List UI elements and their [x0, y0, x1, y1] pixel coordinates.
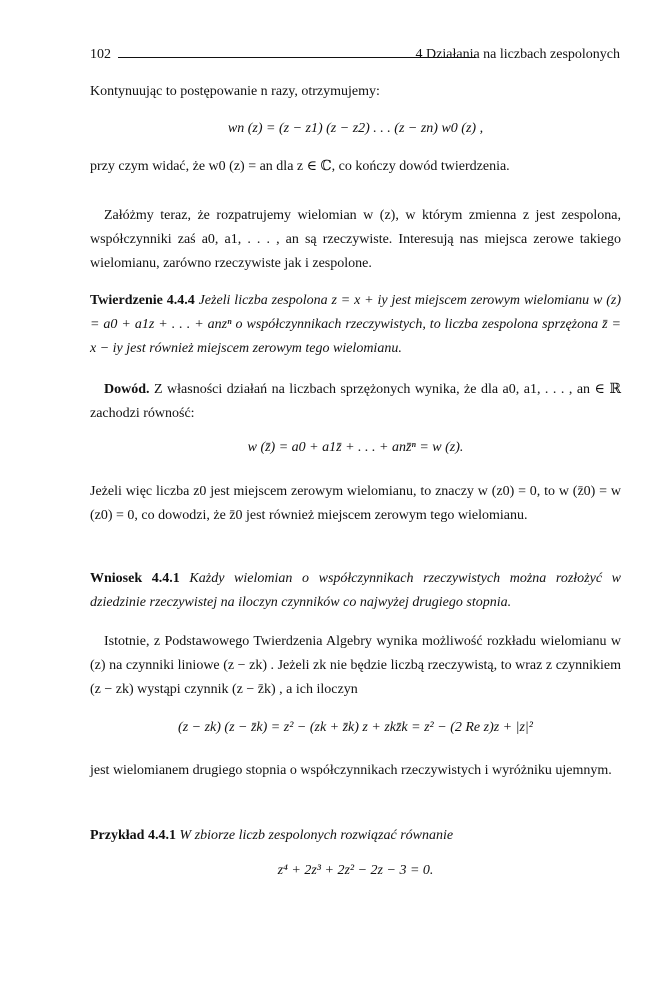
paragraph-continuation: Kontynuując to postępowanie n razy, otrzymujemy:	[90, 84, 380, 99]
equation-quartic: z⁴ + 2z³ + 2z² − 2z − 3 = 0.	[277, 863, 434, 878]
paragraph-factorization: Istotnie, z Podstawowego Twierdzenia Algebry wynika możliwość rozkładu wielomianu w (z) na czynniki liniowe (z − zk) . Jeżeli zk nie będzie liczbą rzeczywistą, to wraz z czynnikiem (z − zk) wystąpi czynnik (z − z̄k) , a ich iloczyn	[90, 634, 621, 697]
proof-text: Z własności działań na liczbach sprzężonych wynika, że dla a0, a1, . . . , an ∈ ℝ zachodzi równość:	[90, 382, 622, 421]
chapter-title: 4 Działania na liczbach zespolonych	[415, 47, 620, 62]
example-4-4-1	[90, 824, 621, 848]
paragraph-quadratic: jest wielomianem drugiego stopnia o współczynnikach rzeczywistych i wyróżniku ujemnym.	[90, 763, 612, 778]
paragraph-conclusion: przy czym widać, że w0 (z) = an dla z ∈ ℂ, co kończy dowód twierdzenia.	[90, 159, 510, 174]
paragraph-assumption: Załóżmy teraz, że rozpatrujemy wielomian w (z), w którym zmienna z jest zespolona, współczynniki zaś a0, a1, . . . , an są rzeczywiste. Interesują nas miejsca zerowe takiego wielomianu, zarówno rzeczywiste jak i zespolone.	[90, 208, 621, 271]
corollary-4-4-1	[90, 567, 621, 615]
theorem-4-4-4	[90, 289, 621, 361]
page-number: 102	[90, 47, 111, 62]
equation-conjugate: w (z̄) = a0 + a1z̄ + . . . + anz̄ⁿ = w (z).	[247, 440, 464, 455]
equation-wn: wn (z) = (z − z1) (z − z2) . . . (z − zn) w0 (z) ,	[227, 121, 484, 136]
equation-quadratic: (z − zk) (z − z̄k) = z² − (zk + z̄k) z + zkz̄k = z² − (2 Re z)z + |z|²	[178, 720, 533, 735]
corollary-text: Każdy wielomian o współczynnikach rzeczywistych można rozłożyć w dziedzinie rzeczywistej na iloczyn czynników co najwyżej drugiego stopnia.	[90, 571, 622, 610]
proof	[90, 378, 621, 426]
corollary-label: Wniosek 4.4.1	[90, 571, 180, 586]
theorem-label: Twierdzenie 4.4.4	[90, 293, 195, 308]
example-text: W zbiorze liczb zespolonych rozwiązać równanie	[179, 828, 454, 843]
example-label: Przykład 4.4.1	[90, 828, 176, 843]
proof-label: Dowód.	[104, 382, 150, 397]
running-header	[90, 47, 620, 65]
paragraph-zero: Jeżeli więc liczba z0 jest miejscem zerowym wielomianu, to znaczy w (z0) = 0, to w (z̄0) = w (z0) = 0, co dowodzi, że z̄0 jest również miejscem zerowym tego wielomianu.	[90, 484, 621, 523]
theorem-text: Jeżeli liczba zespolona z = x + iy jest miejscem zerowym wielomianu w (z) = a0 + a1z + . . . + anzⁿ o współczynnikach rzeczywistych, to liczba zespolona sprzężona z̄ = x − iy jest również miejscem zerowym tego wielomianu.	[90, 293, 622, 356]
